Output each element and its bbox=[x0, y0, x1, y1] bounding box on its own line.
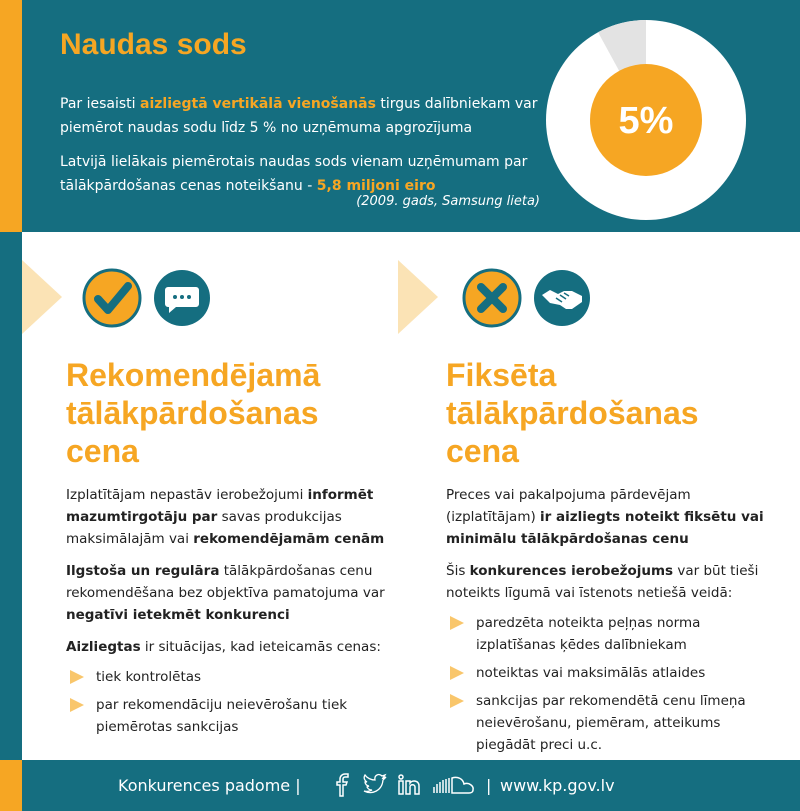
fixed-price-text bbox=[446, 484, 776, 762]
arrow-right-marker bbox=[398, 260, 438, 334]
list-item: tiek kontrolētas bbox=[66, 666, 396, 688]
footer-accent-strip bbox=[0, 760, 22, 811]
fine-section bbox=[0, 0, 800, 232]
fixed-price-heading: Fiksēta tālākpārdošanas cena bbox=[446, 357, 699, 469]
recommended-price-text bbox=[66, 484, 396, 744]
largest-fine-paragraph: Latvijā lielākais piemērotais naudas sods vienam uzņēmumam par tālākpārdošanas cenas noteikšanu - 5,8 miljoni eiro bbox=[60, 154, 528, 194]
chat-bubble-icon bbox=[152, 268, 212, 328]
fine-paragraph: Par iesaisti aizliegtā vertikālā vienošanās tirgus dalībniekam var piemērot naudas sodu līdz 5 % no uzņēmuma apgrozījuma bbox=[60, 96, 538, 136]
bullet-triangle-icon bbox=[450, 616, 464, 630]
right-bullet-list bbox=[446, 612, 776, 756]
org-name: Konkurences padome | bbox=[118, 776, 301, 795]
left-paragraph-2: Ilgstoša un regulāra tālākpārdošanas cenu rekomendēšana bez objektīva pamatojuma var negatīvi ietekmēt konkurenci bbox=[66, 563, 385, 623]
accent-strip bbox=[0, 0, 22, 232]
footer bbox=[0, 760, 800, 811]
left-bullet-list bbox=[66, 666, 396, 738]
side-strip bbox=[0, 232, 22, 760]
right-paragraph-2: Šis konkurences ierobežojums var būt tieši noteikts līgumā vai īstenots netiešā veidā: bbox=[446, 563, 759, 601]
donut-label: 5% bbox=[618, 100, 674, 142]
list-item: paredzēta noteikta peļņas norma izplatīšanas ķēdes dalībniekam bbox=[446, 612, 776, 656]
recommended-price-heading: Rekomendējamā tālākpārdošanas cena bbox=[66, 357, 321, 469]
checkmark-icon bbox=[82, 268, 142, 328]
arrow-left-marker bbox=[22, 260, 62, 334]
case-note: (2009. gads, Samsung lieta) bbox=[356, 194, 540, 209]
footer-separator: | bbox=[486, 776, 492, 795]
bullet-triangle-icon bbox=[70, 698, 84, 712]
highlight-text: aizliegtā vertikālā vienošanās bbox=[140, 96, 376, 112]
left-paragraph-3: Aizliegtas ir situācijas, kad ieteicamās cenas: bbox=[66, 639, 381, 655]
bullet-triangle-icon bbox=[450, 694, 464, 708]
percentage-donut bbox=[546, 20, 746, 220]
list-item: par rekomendāciju neievērošanu tiek piemērotas sankcijas bbox=[66, 694, 396, 738]
linkedin-icon[interactable] bbox=[396, 773, 422, 797]
cross-icon bbox=[462, 268, 522, 328]
bullet-triangle-icon bbox=[70, 670, 84, 684]
fine-amount: 5,8 miljoni eiro bbox=[316, 178, 436, 194]
right-paragraph-1: Preces vai pakalpojuma pārdevējam (izplatītājam) ir aizliegts noteikt fiksētu vai minimālu tālākpārdošanas cenu bbox=[446, 487, 764, 547]
list-item: noteiktas vai maksimālās atlaides bbox=[446, 662, 776, 684]
section-title: Naudas sods bbox=[60, 28, 247, 61]
website-link[interactable]: www.kp.gov.lv bbox=[500, 776, 615, 795]
bullet-triangle-icon bbox=[450, 666, 464, 680]
facebook-icon[interactable] bbox=[330, 773, 356, 797]
list-item: sankcijas par rekomendētā cenu līmeņa neievērošanu, piemēram, atteikums piegādāt preci u.c. bbox=[446, 690, 776, 756]
left-paragraph-1: Izplatītājam nepastāv ierobežojumi informēt mazumtirgotāju par savas produkcijas maksimālajām vai rekomendējamām cenām bbox=[66, 487, 385, 547]
handshake-icon bbox=[532, 268, 592, 328]
twitter-icon[interactable] bbox=[362, 773, 388, 797]
soundcloud-icon[interactable] bbox=[432, 773, 476, 797]
